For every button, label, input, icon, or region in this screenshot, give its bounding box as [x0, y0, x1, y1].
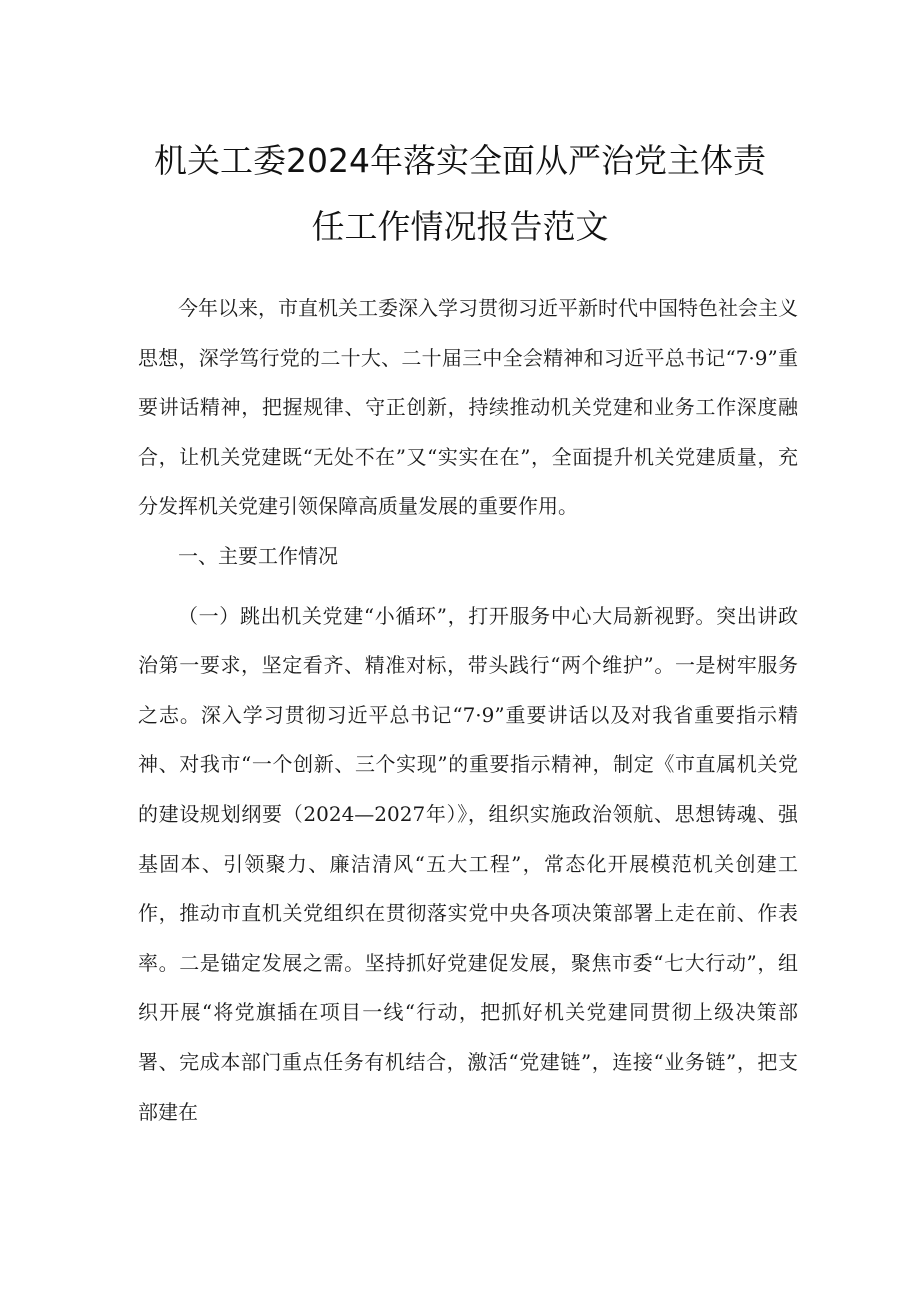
intro-paragraph: 今年以来，市直机关工委深入学习贯彻习近平新时代中国特色社会主义思想，深学笃行党的二十大、二十届三中全会精神和习近平总书记“7·9”重要讲话精神，把握规律、守正创新，持续推动机关党建和业务工作深度融合，让机关党建既“无处不在”又“实实在在”，全面提升机关党建质量，充分发挥机关党建引领保障高质量发展的重要作用。	[138, 296, 798, 519]
document-title-line-2: 任工作情况报告范文	[311, 207, 609, 246]
document-title-line-1: 机关工委2024年落实全面从严治党主体责	[154, 141, 766, 180]
document-body	[138, 284, 798, 1137]
subsection-paragraph-1: （一）跳出机关党建“小循环”，打开服务中心大局新视野。突出讲政治第一要求，坚定看齐、精准对标，带头践行“两个维护”。一是树牢服务之志。深入学习贯彻习近平总书记“7·9”重要讲话以及对我省重要指示精神、对我市“一个创新、三个实现”的重要指示精神，制定《市直属机关党的建设规划纲要（2024—2027年）》，组织实施政治领航、思想铸魂、强基固本、引领聚力、廉洁清风“五大工程”，常态化开展模范机关创建工作，推动市直机关党组织在贯彻落实党中央各项决策部署上走在前、作表率。二是锚定发展之需。坚持抓好党建促发展，聚焦市委“七大行动”，组织开展“将党旗插在项目一线“行动，把抓好机关党建同贯彻上级决策部署、完成本部门重点任务有机结合，激活“党建链”，连接“业务链”，把支部建在	[138, 603, 798, 1124]
section-heading-main-work: 一、主要工作情况	[178, 543, 338, 568]
